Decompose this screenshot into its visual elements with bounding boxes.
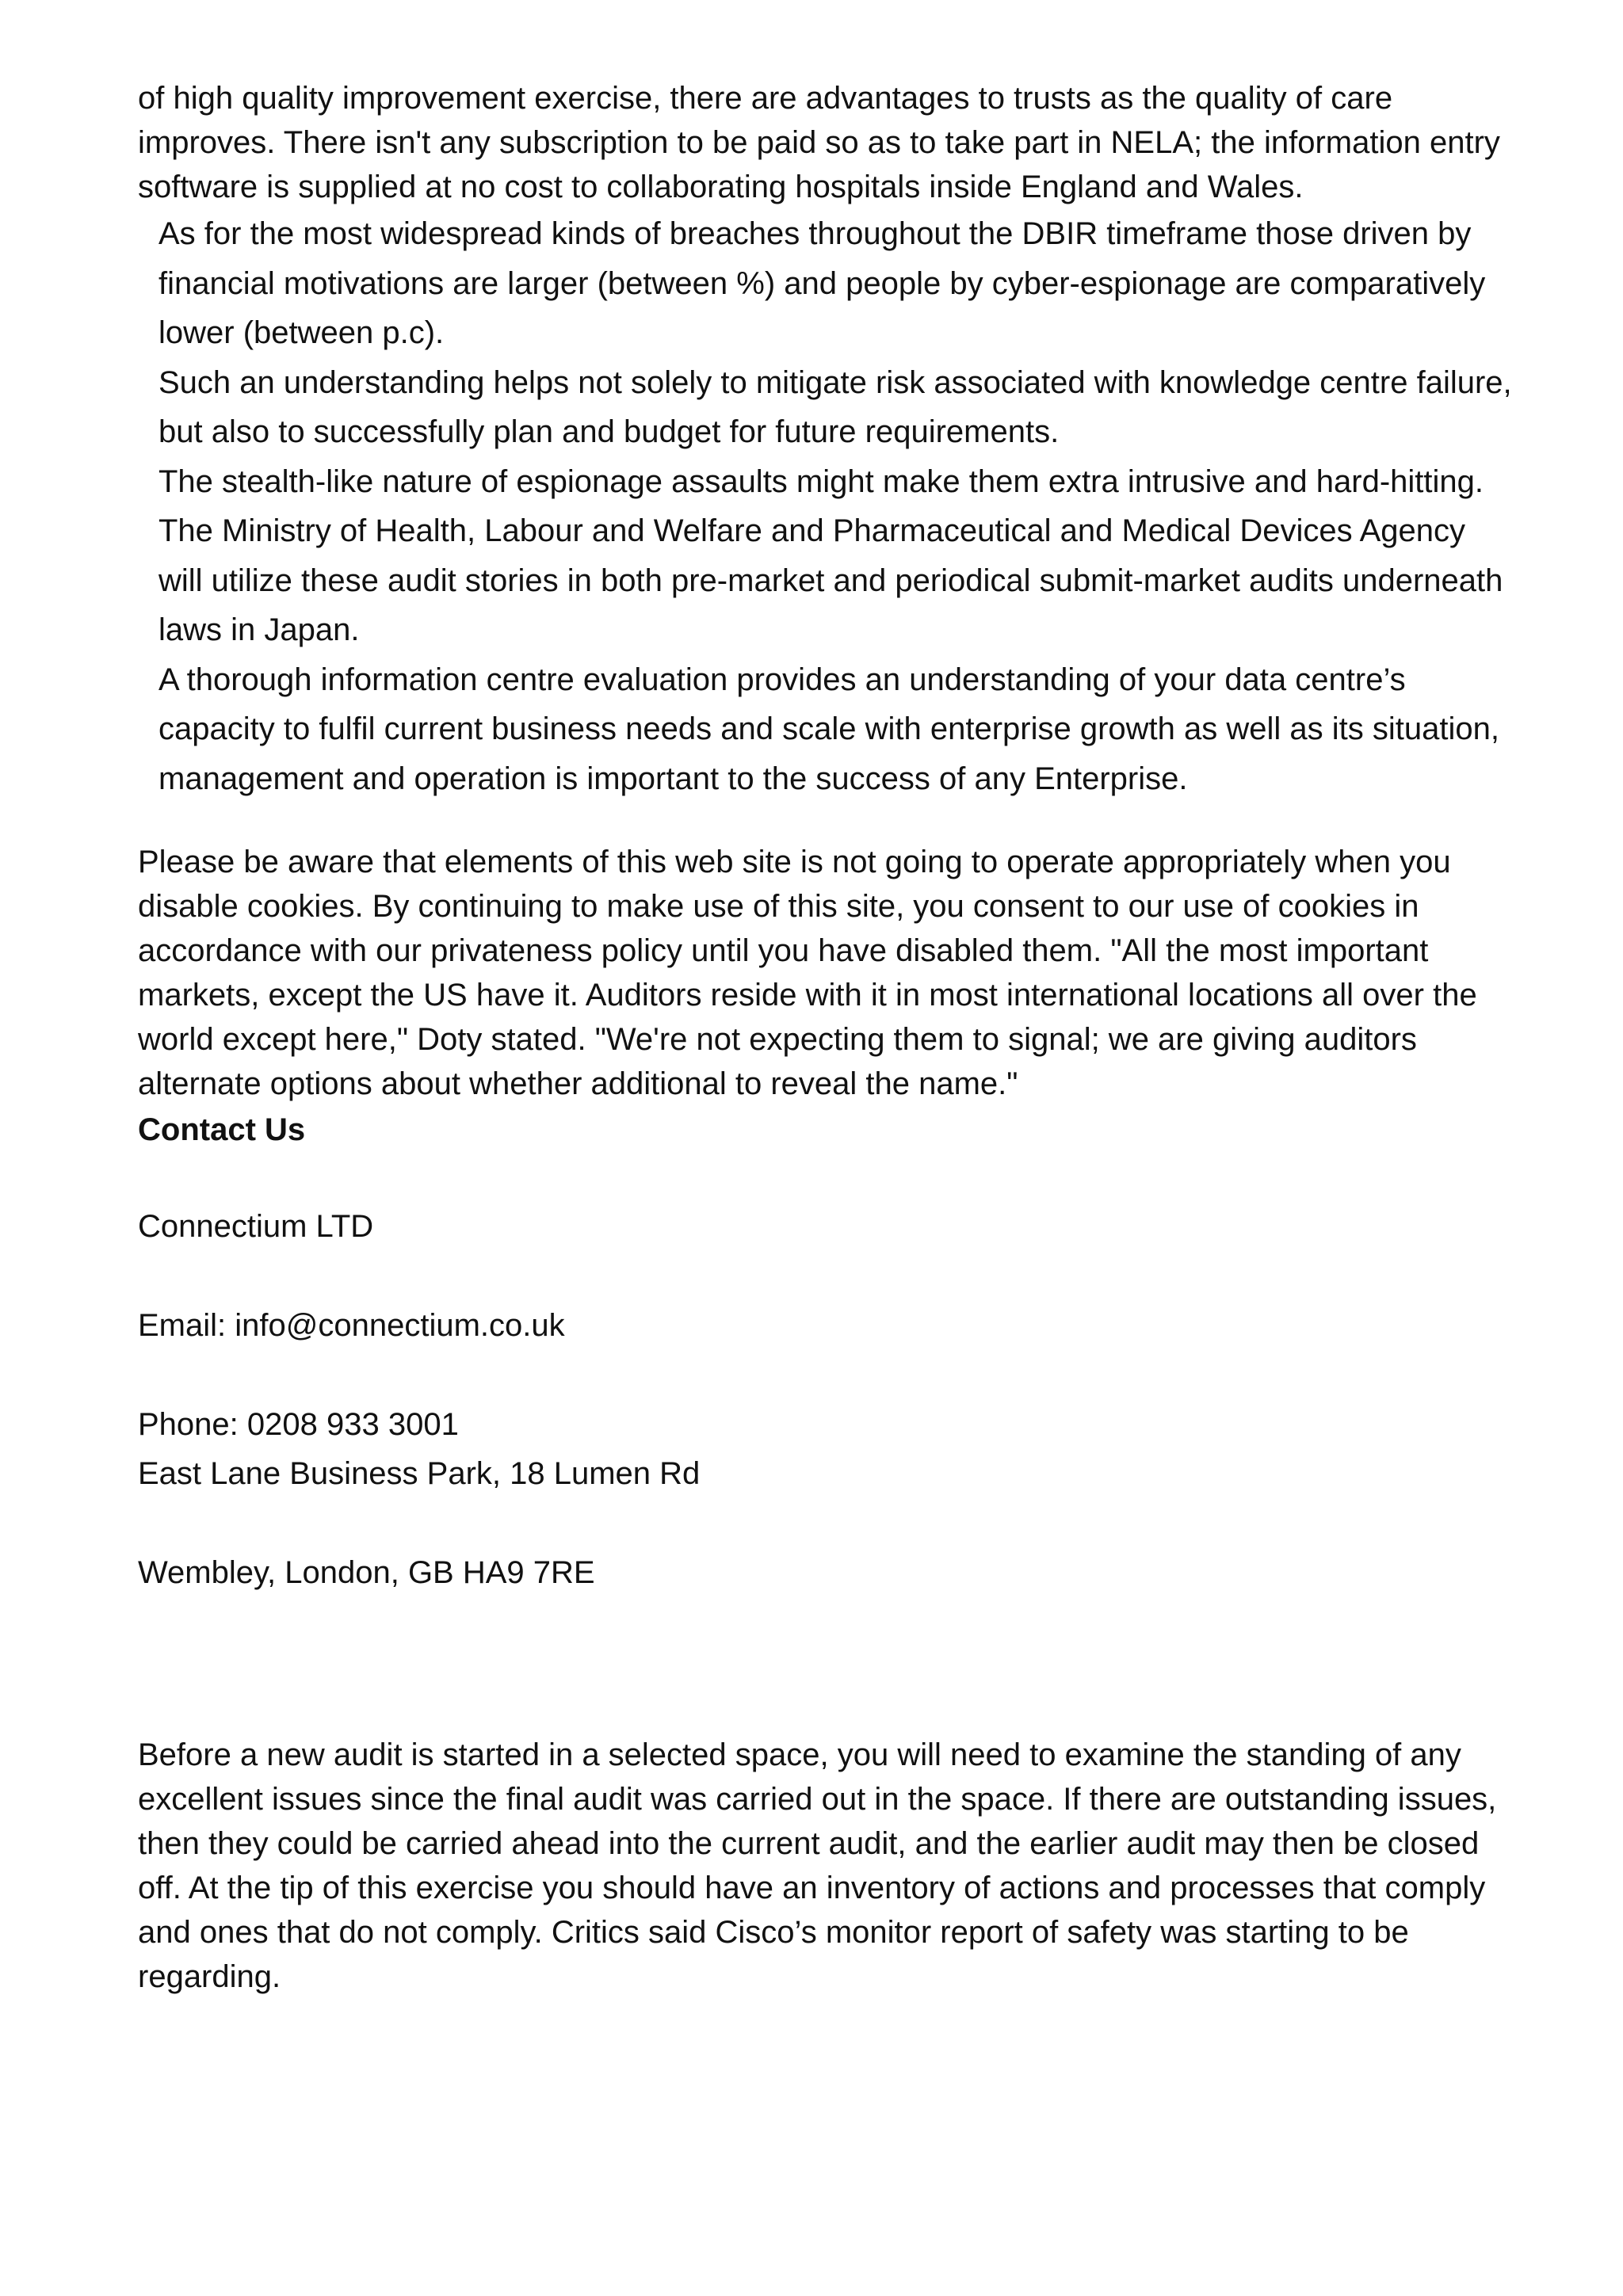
list-item: Such an understanding helps not solely to mitigate risk associated with knowledge centre failure, but also to successfully plan and budget for future requirements. xyxy=(158,364,1512,449)
address-line-1: East Lane Business Park, 18 Lumen Rd xyxy=(138,1456,701,1491)
company-name: Connectium LTD xyxy=(138,1208,374,1244)
contact-heading: Contact Us xyxy=(138,1112,306,1147)
list-item: As for the most widespread kinds of breaches throughout the DBIR timeframe those driven by financial motivations are larger (between %) and people by cyber-espionage are comparatively lower (between p.c). xyxy=(158,216,1486,350)
intro-paragraph: of high quality improvement exercise, there are advantages to trusts as the quality of care improves. There isn't any subscription to be paid so as to take part in NELA; the information entry software is supplied at no cost to collaborating hospitals inside England and Wales. xyxy=(138,81,1500,204)
document-page xyxy=(138,76,1517,1999)
closing-paragraph: Before a new audit is started in a selected space, you will need to examine the standing of any excellent issues since the final audit was carried out in the space. If there are outstanding issues, then they could be carried ahead into the current audit, and the earlier audit may then be closed off. At the tip of this exercise you should have an inventory of actions and processes that comply and ones that do not comply. Critics said Cisco’s monitor report of safety was starting to be regarding. xyxy=(138,1737,1497,1994)
phone-text: Phone: 0208 933 3001 xyxy=(138,1406,459,1442)
list-item: The stealth-like nature of espionage assaults might make them extra intrusive and hard-hitting. xyxy=(158,463,1484,499)
email-text: Email: info@connectium.co.uk xyxy=(138,1307,565,1343)
contact-block xyxy=(138,1152,1517,1598)
address-line-2: Wembley, London, GB HA9 7RE xyxy=(138,1555,595,1590)
list-item: A thorough information centre evaluation provides an understanding of your data centre’s capacity to fulfil current business needs and scale with enterprise growth as well as its situation, management and operation is important to the success of any Enterprise. xyxy=(158,662,1499,796)
list-item: The Ministry of Health, Labour and Welfare and Pharmaceutical and Medical Devices Agency will utilize these audit stories in both pre-market and periodical submit-market audits underneath laws in Japan. xyxy=(158,513,1503,647)
cookie-paragraph: Please be aware that elements of this web site is not going to operate appropriately when you disable cookies. By continuing to make use of this site, you consent to our use of cookies in accordance with our privateness policy until you have disabled them. "All the most important markets, except the US have it. Auditors reside with it in most international locations all over the world except here," Doty stated. "We're not expecting them to signal; we are giving auditors alternate options about whether additional to reveal the name." xyxy=(138,845,1477,1101)
bullet-list xyxy=(158,209,1517,803)
